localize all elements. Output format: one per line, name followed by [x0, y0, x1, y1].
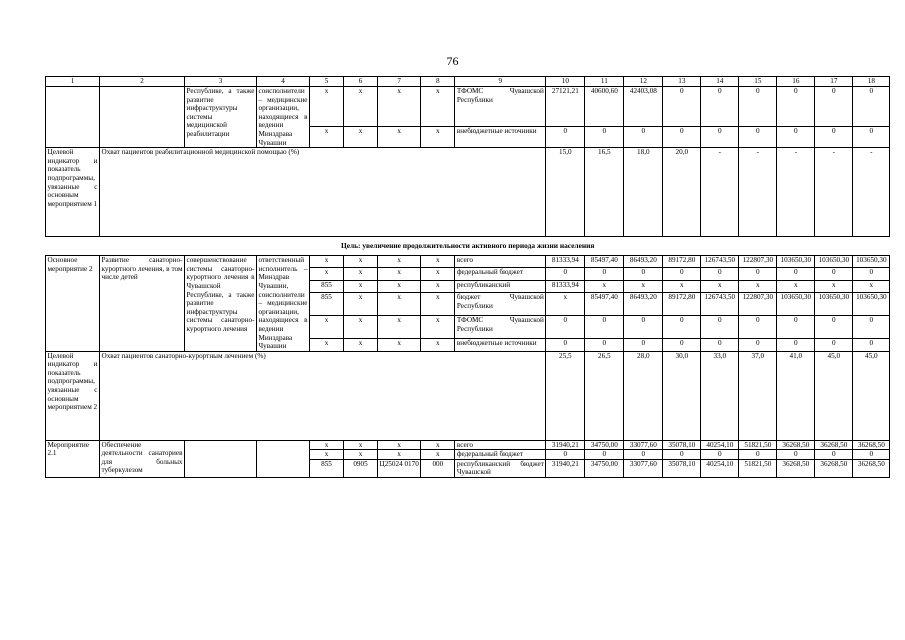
header-col-number: 18 — [853, 77, 890, 87]
funding-value: 0 — [624, 268, 663, 280]
funding-value: 0 — [663, 339, 701, 351]
budget-code: x — [378, 292, 421, 315]
budget-code: x — [421, 280, 455, 292]
budget-code: 0905 — [344, 459, 378, 477]
funding-value: 0 — [624, 127, 663, 148]
funding-value: 0 — [701, 87, 739, 127]
funding-value: 0 — [663, 268, 701, 280]
funding-value: 86493,20 — [624, 256, 663, 268]
budget-code: x — [344, 440, 378, 450]
funding-value: 40254,10 — [701, 440, 739, 450]
funding-value: 0 — [701, 268, 739, 280]
responsible-executor: соисполнители – медицинские организации, находящиеся в ведении Минздрава Чувашии — [258, 87, 308, 147]
budget-code: x — [421, 292, 455, 315]
header-col-number: 16 — [777, 77, 815, 87]
funding-value: 0 — [663, 316, 701, 339]
header-row — [46, 77, 890, 87]
budget-code: x — [344, 256, 378, 268]
header-col-number: 8 — [421, 77, 455, 87]
indicator-value: 45,0 — [815, 351, 853, 440]
responsible-executor — [257, 440, 310, 477]
page-number: 76 — [446, 54, 459, 68]
funding-value: 27121,21 — [546, 87, 585, 127]
indicator-value: - — [739, 148, 777, 237]
funding-source: федеральный бюджет — [455, 450, 546, 460]
header-col-number: 7 — [378, 77, 421, 87]
goal-heading: Цель: увеличение продолжительности активного периода жизни населения — [46, 237, 890, 256]
activity-name — [100, 87, 185, 148]
budget-code: x — [421, 316, 455, 339]
funding-value: 103650,30 — [853, 292, 890, 315]
funding-value: 35078,10 — [663, 459, 701, 477]
funding-value: 31940,21 — [546, 440, 585, 450]
budget-code: x — [421, 256, 455, 268]
activity-goal: совершенствование системы санаторно-курортного лечения в Чувашской Республике, а также развитие инфраструктуры системы санаторно-курортного лечения — [185, 256, 257, 352]
funding-value: 0 — [777, 450, 815, 460]
funding-value: 0 — [585, 268, 624, 280]
budget-code: x — [344, 450, 378, 460]
budget-code: x — [310, 450, 344, 460]
budget-code: 000 — [421, 459, 455, 477]
budget-code: x — [378, 268, 421, 280]
budget-code: x — [344, 280, 378, 292]
header-col-number: 3 — [185, 77, 257, 87]
funding-value: 85497,40 — [585, 256, 624, 268]
funding-value: 0 — [546, 316, 585, 339]
budget-code: x — [344, 268, 378, 280]
funding-value: 33077,60 — [624, 459, 663, 477]
header-col-number: 4 — [257, 77, 310, 87]
budget-code: x — [344, 339, 378, 351]
funding-value: 0 — [546, 450, 585, 460]
funding-value: 89172,80 — [663, 292, 701, 315]
funding-value: x — [739, 280, 777, 292]
funding-value: 103650,30 — [815, 292, 853, 315]
funding-value: 122807,30 — [739, 292, 777, 315]
funding-value: 33077,60 — [624, 440, 663, 450]
budget-code: 855 — [310, 280, 344, 292]
funding-value: 103650,30 — [815, 256, 853, 268]
funding-value: 0 — [624, 339, 663, 351]
budget-code: x — [421, 440, 455, 450]
funding-value: 0 — [585, 450, 624, 460]
indicator-value: 41,0 — [777, 351, 815, 440]
funding-value: 0 — [853, 450, 890, 460]
budget-code: x — [310, 440, 344, 450]
funding-value: x — [777, 280, 815, 292]
goal-row — [46, 237, 890, 256]
funding-value: 0 — [701, 316, 739, 339]
responsible-executor: ответственный исполнитель – Минздрав Чувашии, соисполнители – медицинские организации, находящиеся в ведении Минздрава Чувашии — [258, 256, 308, 351]
budget-code: x — [310, 339, 344, 351]
budget-code: x — [378, 339, 421, 351]
indicator-row — [46, 351, 890, 440]
funding-value: 86493,20 — [624, 292, 663, 315]
funding-value: 0 — [701, 339, 739, 351]
funding-value: 0 — [777, 339, 815, 351]
budget-code: x — [344, 292, 378, 315]
funding-value: 0 — [624, 316, 663, 339]
budget-code: x — [310, 87, 344, 127]
funding-value: 0 — [739, 268, 777, 280]
funding-value: 0 — [546, 339, 585, 351]
funding-value: 89172,80 — [663, 256, 701, 268]
header-col-number: 5 — [310, 77, 344, 87]
table-body — [46, 77, 890, 478]
funding-source: всего — [455, 440, 546, 450]
indicator-value: 30,0 — [663, 351, 701, 440]
funding-value: 0 — [585, 127, 624, 148]
indicator-text: Охват пациентов санаторно-курортным лечением (%) — [100, 351, 546, 440]
indicator-value: 26,5 — [585, 351, 624, 440]
financing-row — [46, 440, 890, 450]
funding-value: 122807,30 — [739, 256, 777, 268]
funding-value: 34750,00 — [585, 440, 624, 450]
budget-code: x — [344, 316, 378, 339]
funding-source: республиканский — [455, 280, 546, 292]
funding-source: ТФОМС Чувашской Республики — [455, 316, 546, 339]
funding-value: 36268,50 — [777, 459, 815, 477]
funding-value: 40600,60 — [585, 87, 624, 127]
funding-value: 0 — [853, 127, 890, 148]
funding-value: 0 — [815, 450, 853, 460]
budget-code: x — [378, 87, 421, 127]
funding-value: 34750,00 — [585, 459, 624, 477]
budget-code: x — [310, 256, 344, 268]
header-col-number: 6 — [344, 77, 378, 87]
funding-value: 0 — [739, 127, 777, 148]
funding-value: x — [546, 292, 585, 315]
funding-source: внебюджетные источники — [455, 127, 546, 148]
budget-code: Ц25024 0170 — [378, 459, 421, 477]
funding-value: 0 — [663, 87, 701, 127]
header-col-number: 11 — [585, 77, 624, 87]
funding-value: 51821,50 — [739, 440, 777, 450]
activity-name: Обеспечение деятельности санаториев для больных туберкулезом — [100, 440, 185, 477]
funding-source: всего — [455, 256, 546, 268]
funding-value: 36268,50 — [815, 459, 853, 477]
funding-value: 31940,21 — [546, 459, 585, 477]
funding-value: 36268,50 — [853, 459, 890, 477]
funding-value: 0 — [815, 339, 853, 351]
header-col-number: 2 — [100, 77, 185, 87]
indicator-value: 18,0 — [624, 148, 663, 237]
funding-value: 0 — [585, 339, 624, 351]
activity-goal — [185, 440, 257, 477]
funding-value: 0 — [777, 316, 815, 339]
funding-value: 103650,30 — [777, 292, 815, 315]
budget-code: x — [310, 268, 344, 280]
header-col-number: 15 — [739, 77, 777, 87]
header-col-number: 12 — [624, 77, 663, 87]
header-col-number: 14 — [701, 77, 739, 87]
indicator-value: 37,0 — [739, 351, 777, 440]
funding-source: внебюджетные источники — [455, 339, 546, 351]
header-col-number: 1 — [46, 77, 100, 87]
funding-value: 0 — [739, 87, 777, 127]
funding-value: 0 — [853, 268, 890, 280]
funding-value: x — [663, 280, 701, 292]
financing-row — [46, 256, 890, 268]
budget-code: x — [310, 316, 344, 339]
budget-code: x — [421, 268, 455, 280]
funding-value: 36268,50 — [815, 440, 853, 450]
budget-code: x — [421, 339, 455, 351]
budget-code: x — [310, 127, 344, 148]
funding-value: 40254,10 — [701, 459, 739, 477]
budget-code: 855 — [310, 459, 344, 477]
header-col-number: 17 — [815, 77, 853, 87]
funding-value: 0 — [546, 127, 585, 148]
funding-value: 0 — [701, 450, 739, 460]
funding-value: 0 — [815, 316, 853, 339]
funding-value: 0 — [663, 127, 701, 148]
header-col-number: 10 — [546, 77, 585, 87]
funding-value: 0 — [777, 127, 815, 148]
funding-value: 0 — [777, 268, 815, 280]
funding-value: 0 — [853, 87, 890, 127]
header-col-number: 9 — [455, 77, 546, 87]
budget-code: x — [378, 280, 421, 292]
budget-code: x — [421, 450, 455, 460]
indicator-value: 33,0 — [701, 351, 739, 440]
budget-code: x — [421, 87, 455, 127]
funding-value: 36268,50 — [853, 440, 890, 450]
indicator-value: 28,0 — [624, 351, 663, 440]
budget-code: x — [344, 127, 378, 148]
funding-value: 0 — [777, 87, 815, 127]
funding-source: бюджет Чувашской Республики — [455, 292, 546, 315]
funding-value: 36268,50 — [777, 440, 815, 450]
indicator-label: Целевой индикатор и показатель подпрограммы, увязанные с основным мероприятием 2 — [46, 351, 100, 440]
activity-type — [46, 87, 100, 148]
funding-value: 0 — [739, 450, 777, 460]
budget-code: x — [378, 256, 421, 268]
funding-value: 0 — [853, 339, 890, 351]
funding-value: 81333,94 — [546, 280, 585, 292]
funding-value: 81333,94 — [546, 256, 585, 268]
funding-value: 0 — [546, 268, 585, 280]
indicator-value: 15,0 — [546, 148, 585, 237]
funding-value: 0 — [815, 127, 853, 148]
budget-code: x — [421, 127, 455, 148]
funding-value: 42403,08 — [624, 87, 663, 127]
financing-row — [46, 87, 890, 127]
funding-value: x — [701, 280, 739, 292]
funding-value: x — [853, 280, 890, 292]
funding-value: 85497,40 — [585, 292, 624, 315]
funding-value: 103650,30 — [777, 256, 815, 268]
funding-value: 0 — [585, 316, 624, 339]
activity-goal: Республике, а также развитие инфраструктуры системы медицинской реабилитации — [185, 87, 257, 148]
funding-value: 51821,50 — [739, 459, 777, 477]
funding-value: 0 — [853, 316, 890, 339]
funding-value: 0 — [739, 339, 777, 351]
program-table — [45, 76, 890, 478]
indicator-value: - — [815, 148, 853, 237]
funding-value: 126743,50 — [701, 256, 739, 268]
budget-code: x — [378, 127, 421, 148]
header-col-number: 13 — [663, 77, 701, 87]
budget-code: x — [344, 87, 378, 127]
budget-code: 855 — [310, 292, 344, 315]
funding-value: 0 — [739, 316, 777, 339]
budget-code: x — [378, 440, 421, 450]
indicator-value: 25,5 — [546, 351, 585, 440]
funding-value: 0 — [815, 87, 853, 127]
funding-value: x — [624, 280, 663, 292]
funding-source: республиканский бюджет Чувашской — [456, 459, 544, 477]
budget-code: x — [378, 316, 421, 339]
activity-name: Развитие санаторно-курортного лечения, в том числе детей — [100, 256, 185, 352]
funding-value: 0 — [701, 127, 739, 148]
funding-value: 35078,10 — [663, 440, 701, 450]
funding-source: ТФОМС Чувашской Республики — [455, 87, 546, 127]
indicator-row — [46, 148, 890, 237]
indicator-value: 16,5 — [585, 148, 624, 237]
funding-value: 0 — [815, 268, 853, 280]
funding-value: 0 — [663, 450, 701, 460]
activity-type: Основное мероприятие 2 — [46, 256, 100, 352]
indicator-value: - — [853, 148, 890, 237]
budget-code: x — [378, 450, 421, 460]
indicator-label: Целевой индикатор и показатель подпрограммы, увязанные с основным мероприятием 1 — [46, 148, 100, 237]
indicator-value: 20,0 — [663, 148, 701, 237]
indicator-value: - — [701, 148, 739, 237]
funding-value: 0 — [624, 450, 663, 460]
activity-type: Мероприятие 2.1 — [46, 440, 100, 477]
indicator-value: 45,0 — [853, 351, 890, 440]
funding-source: федеральный бюджет — [455, 268, 546, 280]
indicator-value: - — [777, 148, 815, 237]
indicator-text: Охват пациентов реабилитационной медицинской помощью (%) — [100, 148, 546, 237]
funding-value: 126743,50 — [701, 292, 739, 315]
funding-value: 103650,30 — [853, 256, 890, 268]
funding-value: x — [815, 280, 853, 292]
funding-value: x — [585, 280, 624, 292]
